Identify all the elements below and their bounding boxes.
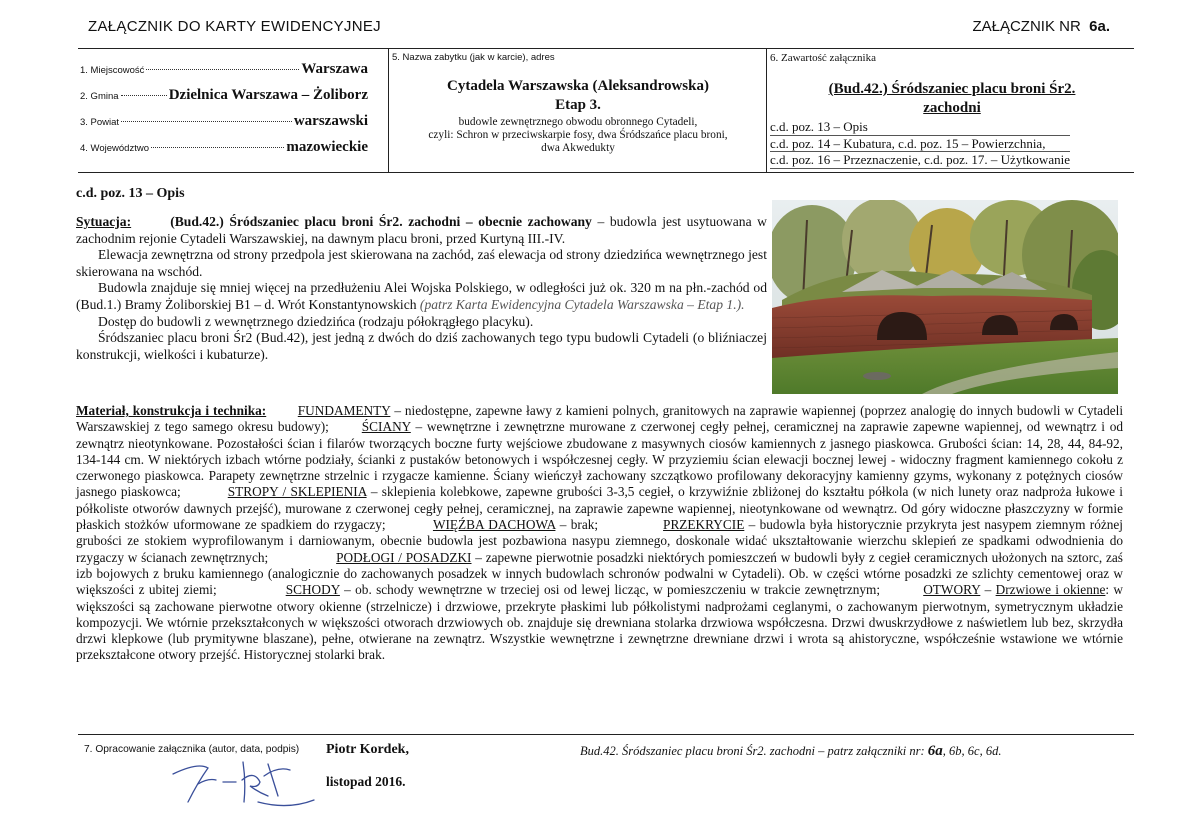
- description-line: dwa Akwedukty: [541, 142, 615, 154]
- paragraph: Śródszaniec placu broni Śr2 (Bud.42), jest jedną z dwóch do dziś zachowanych tego typu budowli Cytadeli (o bliźniaczej konstrukcji, wielkości i kubaturze).: [76, 330, 767, 362]
- field-value: Warszawa: [301, 61, 368, 77]
- dotted-leader: [121, 95, 167, 96]
- openings-sublabel: Drzwiowe i okienne: [995, 582, 1106, 598]
- signature-image: [168, 752, 318, 814]
- field-locality: [80, 61, 368, 78]
- covering-text: – budowla była historycznie przykryta jest nasypem ziemnym różnej grubości ze stokiem wyprofilowanym i darniowanym, obecnie budowla jest pozbawiona nasypu ziemnego, doskonale widać ukształtowanie wierzchu sklepień ze spadkami odwodnienia do rzygaczy w ścianach zewnętrznych;: [76, 517, 1123, 565]
- fortification-photo-image: [772, 200, 1118, 394]
- column-divider: [388, 49, 389, 172]
- field-label: 1. Miejscowość: [80, 65, 145, 76]
- situation-label: Sytuacja:: [76, 214, 132, 229]
- openings-separator: –: [980, 582, 996, 598]
- building-name: (Bud.42.) Śródszaniec placu broni Śr2. zachodni – obecnie zachowany: [170, 214, 592, 229]
- contents-item: c.d. poz. 14 – Kubatura, c.d. poz. 15 – Powierzchnia,: [770, 136, 1070, 153]
- openings-text: : w większości są zachowane pierwotne otwory okienne (strzelnicze) i drzwiowe, przekryte płaskimi lub półkolistymi nadprożami ceglanymi, o zachowanym pierwotnym, symetrycznym układzie kompozycji. We wtórnie przekształconych w większości otworach drzwiowych ob. znajduje się drewniana stolarka drzwiowa współczesna. Drzwi dwuskrzydłowe z naświetlem lub bez, skrzydła drzwi klepkowe (lub prymitywne blaszane), pełne, otwierane na zewnątrz. Wszystkie wewnętrzne i zewnętrzne drewniane drzwi i wrota są ahistoryczne, współcześnie wstawione we wtórnie przekształcone otwory przejść. Historycznej stolarki brak.: [76, 582, 1124, 663]
- section-heading: c.d. poz. 13 – Opis: [76, 186, 185, 201]
- paragraph: [76, 214, 767, 247]
- building-photo: [772, 200, 1118, 394]
- footer-rule: [78, 734, 1134, 735]
- handwritten-signature: [168, 752, 318, 819]
- field-value: Dzielnica Warszawa – Żoliborz: [168, 87, 368, 103]
- ceilings-text: – sklepienia kolebkowe, zapewne grubości 3-3,5 cegieł, o krzywiźnie zbliżonej do kształtu półkola (w nich lunety oraz nadproża łukowe i półkoliste otworów dawnych przejść), murowane z czerwonej cegły pełnej, ceramicznej, na zaprawie zapewne wapiennej, nieotynkowane od wewnątrz. Od góry widoczne płaszczyzny w formie płaskich stożków uformowane ze spadkiem do rzygaczy;: [76, 484, 1123, 533]
- attachment-contents-list: [770, 119, 1070, 169]
- roof-truss-text: – brak;: [555, 517, 599, 533]
- monument-description: [392, 116, 764, 155]
- contents-item: c.d. poz. 16 – Przeznaczenie, c.d. poz. 17. – Użytkowanie: [770, 152, 1070, 167]
- author-name: Piotr Kordek,: [326, 742, 409, 757]
- openings-label: OTWORY: [923, 582, 981, 598]
- title-line: zachodni: [923, 100, 981, 116]
- ceilings-label: STROPY / SKLEPIENIA: [227, 484, 367, 500]
- description-line: budowle zewnętrznego obwodu obronnego Cytadeli,: [458, 116, 698, 128]
- field-label: 2. Gmina: [80, 91, 119, 102]
- roof-truss-label: WIĘŹBA DACHOWA: [432, 517, 556, 533]
- paragraph: Dostęp do budowli z wewnętrznego dziedzińca (rodzaju półokrągłego placyku).: [98, 313, 534, 329]
- dotted-leader: [121, 121, 292, 122]
- attachment-label: ZAŁĄCZNIK NR: [972, 18, 1081, 35]
- material-label: Materiał, konstrukcja i technika:: [76, 403, 267, 418]
- field-label: 4. Województwo: [80, 143, 149, 154]
- covering-label: PRZEKRYCIE: [663, 517, 745, 533]
- field-voivodeship: [80, 139, 368, 156]
- author-date: listopad 2016.: [326, 774, 406, 789]
- field-value: warszawski: [293, 113, 368, 129]
- monument-stage: Etap 3.: [555, 97, 601, 113]
- dotted-leader: [151, 147, 284, 148]
- paragraph-text: Budowla znajduje się mniej więcej na przedłużeniu Alei Wojska Polskiego, w odległości już ok. 320 m na płn.-zachód od (Bud.1.) Bramy Żoliborskiej B1 – d. Wrót Konstantynowskich: [76, 280, 767, 312]
- stairs-text: – ob. schody wewnętrzne w trzeciej osi od lewej licząc, w pomieszczeniu w trakcie zewnętrznym;: [339, 582, 881, 598]
- foundations-text: – niedostępne, zapewne ławy z kamieni polnych, granitowych na zaprawie wapiennej (poprzez analogię do innych budowli w Cytadeli Warszawskiej z tego samego okresu budowy);: [76, 403, 1124, 435]
- field-municipality: [80, 87, 368, 104]
- field-value: mazowieckie: [286, 139, 368, 155]
- attachment-contents-label: 6. Zawartość załącznika: [770, 52, 876, 64]
- paragraph: [76, 280, 767, 313]
- paragraph-text: – budowla jest usytuowana w zachodnim rejonie Cytadeli Warszawskiej, na dawnym placu broni, przed Kurtyną III.-IV.: [76, 214, 767, 246]
- column-divider: [766, 49, 767, 172]
- document-title: ZAŁĄCZNIK DO KARTY EWIDENCYJNEJ: [88, 18, 381, 35]
- description-line: czyli: Schron w przeciwskarpie fosy, dwa Śródszańce placu broni,: [428, 129, 728, 141]
- field-label: 3. Powiat: [80, 117, 120, 128]
- situation-section: [76, 214, 767, 363]
- attachment-number: [972, 18, 1110, 35]
- reference-note: (patrz Karta Ewidencyjna Cytadela Warszawska – Etap 1.).: [416, 296, 745, 312]
- current-attachment: 6a: [927, 743, 943, 759]
- floors-label: PODŁOGI / POSADZKI: [336, 549, 472, 565]
- attachment-contents-title: [770, 80, 1134, 118]
- floors-text: – zapewne pierwotnie posadzki niektórych pomieszczeń w budowli były z cegieł ceramicznych ułożonych na sztorc, zaś izb bojowych z bruku kamiennego (analogicznie do zachowanych posadzek w innych budowlach schronów podwalni w Cytadeli). Ob. w części wtórne posadzki ze szlichty cementowej oraz w większości z ubitej ziemi;: [76, 549, 1123, 598]
- walls-text: – wewnętrzne i zewnętrzne murowane z czerwonej cegły pełnej, ceramicznej na zaprawie zapewne wapiennej, od wewnątrz i od zewnątrz nieotynkowane. Pozostałości ścian i filarów tworzących boczne furty wejściowe zbudowane z masywnych ciosów kamiennych z jasnego piaskowca. Grubości ścian: 14, 28, 44, 84-92, 134-144 cm. W niektórych izbach wtórne podziały, ścianki z pustaków betonowych i współczesnej cegły. W przyziemiu ścian elewacji bocznej lewej - widoczny fragment kamiennego cokołu z czerwonego piaskowca. Parapety zewnętrzne strzelnic i rzygacze kamienne. Ściany wieńczył zachowany szczątkowo profilowany dekoracyjny kamienny gzyms, wykonany z potężnych ciosów jasnego piaskowca;: [76, 419, 1123, 500]
- paragraph: Elewacja zewnętrzna od strony przedpola jest skierowana na zachód, zaś elewacja od strony dziedzińca wewnętrznego jest skierowana na wschód.: [76, 247, 767, 279]
- stairs-label: SCHODY: [285, 582, 340, 598]
- walls-label: ŚCIANY: [361, 419, 411, 435]
- material-section: [76, 403, 1123, 664]
- foundations-label: FUNDAMENTY: [297, 403, 391, 418]
- field-county: [80, 113, 368, 130]
- header-rule: [78, 48, 1134, 49]
- author-field-label: 7. Opracowanie załącznika (autor, data, podpis): [84, 744, 300, 755]
- attachment-number-value: 6a.: [1089, 18, 1110, 35]
- note-rest: , 6b, 6c, 6d.: [942, 744, 1002, 758]
- info-table-rule: [78, 172, 1134, 173]
- monument-name-label: 5. Nazwa zabytku (jak w karcie), adres: [392, 52, 555, 63]
- related-attachments-note: [580, 743, 1001, 760]
- note-text: Bud.42. Śródszaniec placu broni Śr2. zachodni – patrz załączniki nr:: [580, 744, 928, 758]
- monument-name: Cytadela Warszawska (Aleksandrowska): [447, 78, 709, 94]
- contents-item: c.d. poz. 13 – Opis: [770, 119, 1070, 136]
- dotted-leader: [146, 69, 299, 70]
- title-line: (Bud.42.) Śródszaniec placu broni Śr2.: [828, 81, 1076, 97]
